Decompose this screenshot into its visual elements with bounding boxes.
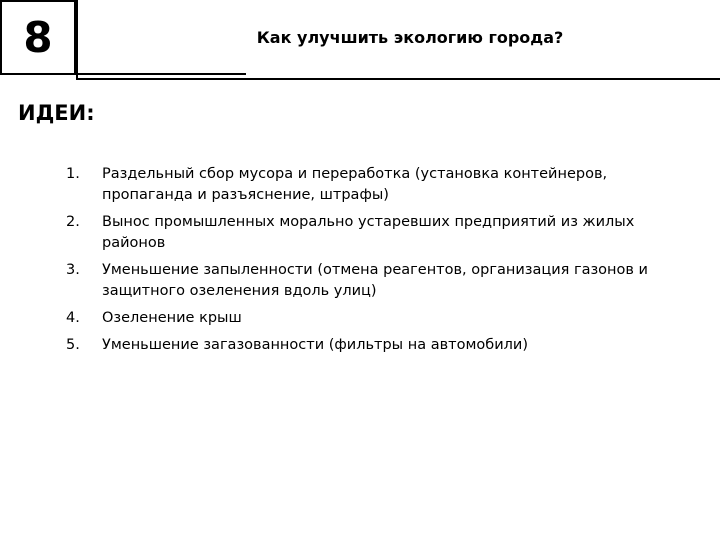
list-item-marker: 3.: [66, 262, 80, 278]
slide-number-box: [0, 0, 76, 75]
slide-number: 8: [23, 12, 53, 62]
list-item-marker: 2.: [66, 214, 80, 230]
list-item: [66, 212, 666, 254]
list-item-text: Озеленение крыш: [102, 310, 242, 326]
header-rule-long: [78, 78, 720, 80]
list-item-marker: 1.: [66, 166, 80, 182]
header-rule-short: [78, 73, 246, 75]
list-item-text: Раздельный сбор мусора и переработка (установка контейнеров, пропаганда и разъяснение, штрафы): [102, 166, 608, 203]
list-item: [66, 335, 666, 356]
list-item-text: Уменьшение запыленности (отмена реагентов, организация газонов и защитного озеленения вдоль улиц): [102, 262, 648, 299]
ideas-heading: ИДЕИ:: [18, 101, 95, 125]
header-divider-vertical: [76, 0, 78, 80]
list-item: [66, 260, 666, 302]
ideas-list: [66, 164, 666, 362]
list-item-text: Вынос промышленных морально устаревших предприятий из жилых районов: [102, 214, 635, 251]
list-item: [66, 308, 666, 329]
list-item-marker: 4.: [66, 310, 80, 326]
list-item-marker: 5.: [66, 337, 80, 353]
list-item-text: Уменьшение загазованности (фильтры на автомобили): [102, 337, 528, 353]
list-item: [66, 164, 666, 206]
slide-title: Как улучшить экологию города?: [256, 28, 564, 47]
